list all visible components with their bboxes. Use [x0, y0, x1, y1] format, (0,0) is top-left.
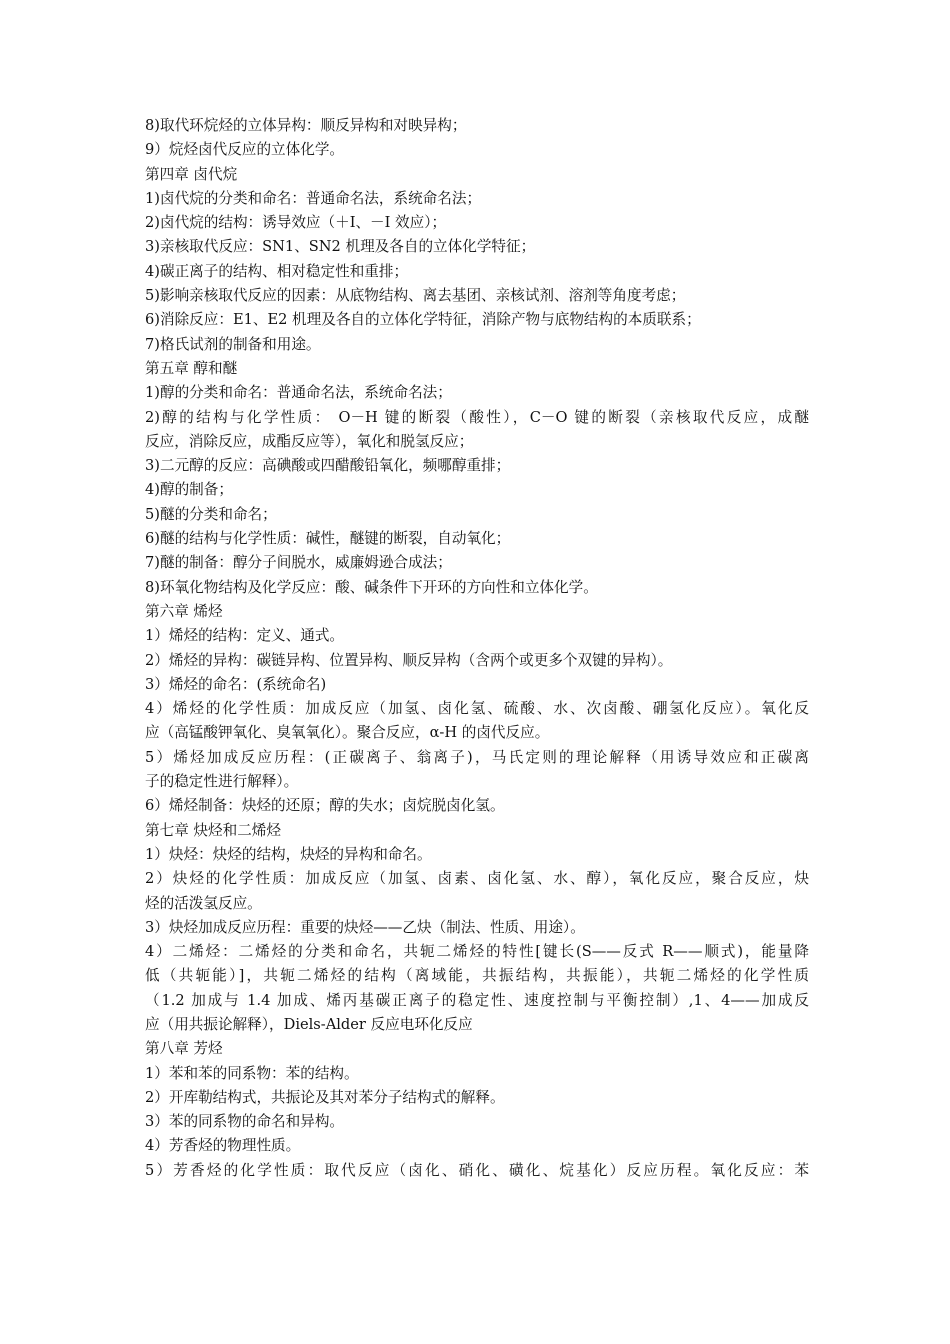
document-page — [145, 114, 809, 1183]
text-line: 4）二烯烃：二烯烃的分类和命名，共轭二烯烃的特性[键长(S——反式 R——顺式)，能量降 — [145, 943, 809, 961]
chapter-heading: 第七章 炔烃和二烯烃 — [145, 821, 281, 839]
chapter-heading: 第六章 烯烃 — [145, 602, 223, 620]
text-line: 4)碳正离子的结构、相对稳定性和重排； — [145, 262, 409, 280]
text-line: 1）炔烃：炔烃的结构，炔烃的异构和命名。 — [145, 845, 432, 863]
text-line: 3）炔烃加成反应历程：重要的炔烃——乙炔（制法、性质、用途）。 — [145, 918, 585, 936]
text-line: 反应，消除反应，成酯反应等），氧化和脱氢反应； — [145, 432, 474, 450]
text-line: 2)卤代烷的结构：诱导效应（＋I、－I 效应）； — [145, 214, 447, 232]
text-line: 9）烷烃卤代反应的立体化学。 — [145, 141, 345, 159]
chapter-heading: 第四章 卤代烷 — [145, 165, 238, 183]
text-line: 5)醚的分类和命名； — [145, 505, 277, 523]
text-line: 5）烯烃加成反应历程：(正碳离子、翁离子)，马氏定则的理论解释（用诱导效应和正碳离 — [145, 748, 809, 766]
text-line: 1）烯烃的结构：定义、通式。 — [145, 627, 345, 645]
text-line: 7)醚的制备：醇分子间脱水，威廉姆逊合成法； — [145, 554, 452, 572]
text-line: 1)醇的分类和命名：普通命名法，系统命名法； — [145, 384, 452, 402]
text-line: 4）烯烃的化学性质：加成反应（加氢、卤化氢、硫酸、水、次卤酸、硼氢化反应）。氧化反 — [145, 700, 809, 718]
text-line: 5）芳香烃的化学性质：取代反应（卤化、硝化、磺化、烷基化）反应历程。氧化反应：苯 — [145, 1161, 809, 1179]
text-line: 3)亲核取代反应：SN1、SN2 机理及各自的立体化学特征； — [145, 238, 536, 256]
text-line: 2）炔烃的化学性质：加成反应（加氢、卤素、卤化氢、水、醇），氧化反应，聚合反应，炔 — [145, 870, 809, 888]
text-line: 2）烯烃的异构：碳链异构、位置异构、顺反异构（含两个或更多个双键的异构）。 — [145, 651, 673, 669]
text-line: 4）芳香烃的物理性质。 — [145, 1137, 301, 1155]
chapter-heading: 第五章 醇和醚 — [145, 359, 238, 377]
text-line: 6)消除反应：E1、E2 机理及各自的立体化学特征，消除产物与底物结构的本质联系； — [145, 311, 701, 329]
text-line: 低（共轭能）]，共轭二烯烃的结构（离域能，共振结构，共振能），共轭二烯烃的化学性质 — [145, 967, 809, 985]
text-line: 应（用共振论解释），Diels-Alder 反应电环化反应 — [145, 1015, 473, 1033]
text-line: 8)环氧化物结构及化学反应：酸、碱条件下开环的方向性和立体化学。 — [145, 578, 598, 596]
text-line: 2)醇的结构与化学性质： O－H 键的断裂（酸性），C－O 键的断裂（亲核取代反应，成醚 — [145, 408, 809, 426]
text-line: 8)取代环烷烃的立体异构：顺反异构和对映异构； — [145, 117, 467, 134]
text-line: 烃的活泼氢反应。 — [145, 894, 262, 912]
text-line: 3）烯烃的命名：(系统命名) — [145, 675, 327, 693]
text-line: 3）苯的同系物的命名和异构。 — [145, 1113, 345, 1131]
text-line: 6)醚的结构与化学性质：碱性，醚键的断裂，自动氧化； — [145, 530, 511, 548]
text-line: 应（高锰酸钾氧化、臭氧氧化）。聚合反应，α-H 的卤代反应。 — [145, 724, 550, 742]
text-line: 1)卤代烷的分类和命名：普通命名法，系统命名法； — [145, 189, 482, 207]
text-line: 4)醇的制备； — [145, 481, 233, 499]
text-line: 6）烯烃制备：炔烃的还原；醇的失水；卤烷脱卤化氢。 — [145, 797, 505, 815]
text-line: 7)格氏试剂的制备和用途。 — [145, 335, 321, 353]
chapter-heading: 第八章 芳烃 — [145, 1040, 223, 1058]
text-line: 3)二元醇的反应：高碘酸或四醋酸铅氧化，频哪醇重排； — [145, 457, 511, 475]
text-line: 子的稳定性进行解释）。 — [145, 773, 299, 791]
text-line: 1）苯和苯的同系物：苯的结构。 — [145, 1064, 359, 1082]
text-line: 5)影响亲核取代反应的因素：从底物结构、离去基团、亲核试剂、溶剂等角度考虑； — [145, 287, 686, 305]
text-line: （1.2 加成与 1.4 加成、烯丙基碳正离子的稳定性、速度控制与平衡控制）,1、4——加成反 — [145, 991, 809, 1009]
text-line: 2）开库勒结构式，共振论及其对苯分子结构式的解释。 — [145, 1088, 505, 1106]
